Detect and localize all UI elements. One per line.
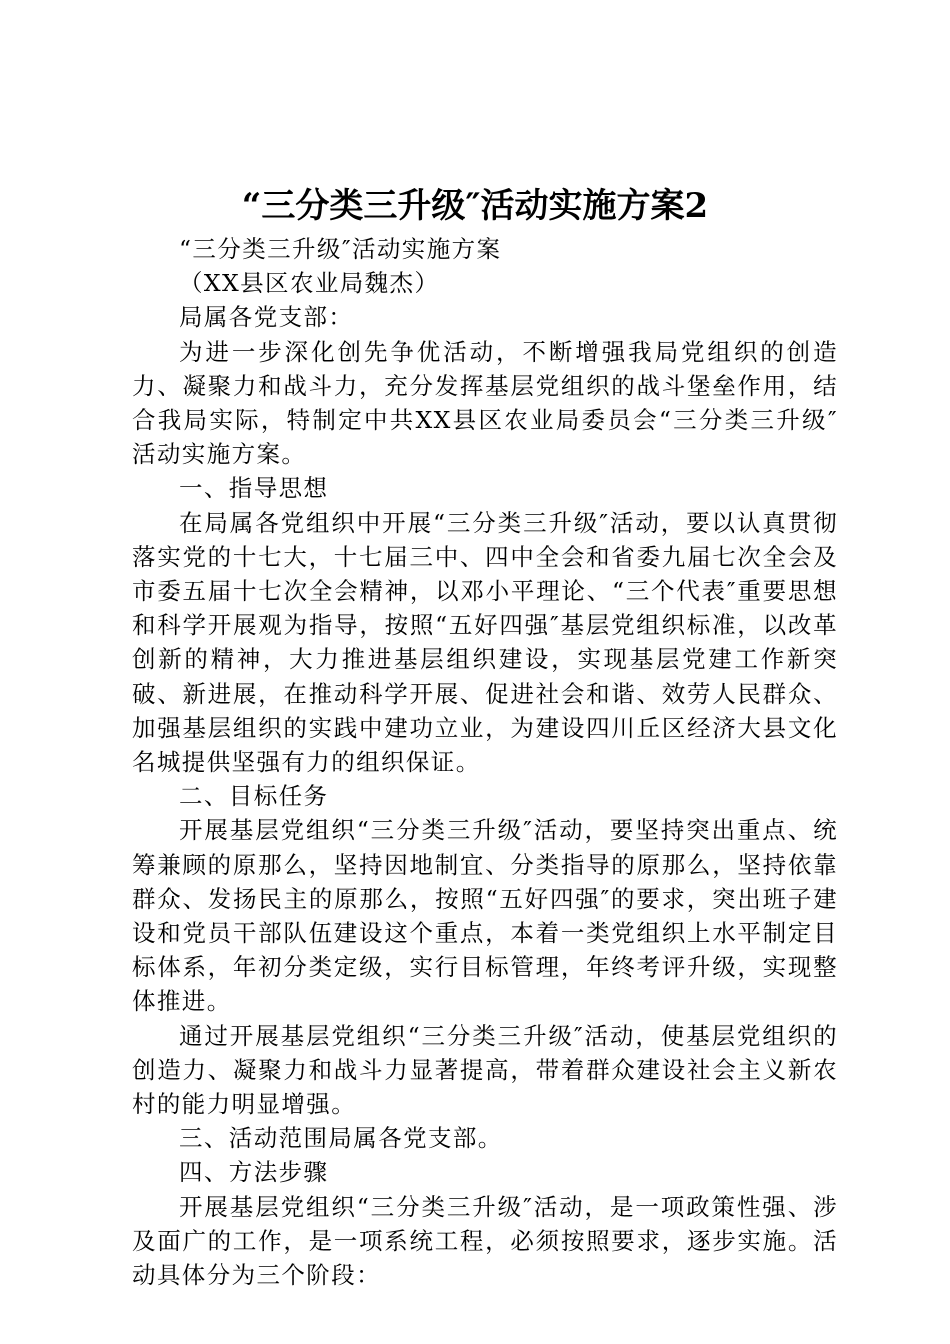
goals-tasks-paragraph: 开展基层党组织“三分类三升级″活动，要坚持突出重点、统筹兼顾的原那么，坚持因地制宜、分类指导的原那么，坚持依靠群众、发扬民主的原那么，按照“五好四强″的要求，突出班子建设和党员干部队伍建设这个重点，本着一类党组织上水平制定目标体系，年初分类定级，实行目标管理，年终考评升级，实现整体推进。 [132,816,838,1016]
section-heading-method-steps: 四、方法步骤 [179,1158,329,1187]
guiding-ideology-paragraph: 在局属各党组织中开展“三分类三升级″活动，要以认真贯彻落实党的十七大，十七届三中、四中全会和省委九届七次全会及市委五届十七次全会精神，以邓小平理论、“三个代表″重要思想和科学开展观为指导，按照“五好四强″基层党组织标准，以改革创新的精神，大力推进基层组织建设，实现基层党建工作新突破、新进展，在推动科学开展、促进社会和谐、效劳人民群众、加强基层组织的实践中建功立业，为建设四川丘区经济大县文化名城提供坚强有力的组织保证。 [132,508,838,777]
intro-paragraph: 为进一步深化创先争优活动，不断增强我局党组织的创造力、凝聚力和战斗力，充分发挥基层党组织的战斗堡垒作用，结合我局实际，特制定中共XX县区农业局委员会“三分类三升级″活动实施方案。 [132,337,838,469]
section-heading-goals-tasks: 二、目标任务 [179,782,329,811]
document-body [132,232,838,1292]
author-paragraph: （XX县区农业局魏杰） [179,269,440,298]
salutation-paragraph: 局属各党支部： [179,303,354,332]
section-heading-guiding-ideology: 一、指导思想 [179,474,329,503]
subtitle-paragraph: “三分类三升级″活动实施方案 [179,235,502,263]
goals-outcome-paragraph: 通过开展基层党组织“三分类三升级″活动，使基层党组织的创造力、凝聚力和战斗力显著提高，带着群众建设社会主义新农村的能力明显增强。 [132,1021,838,1119]
page-title: “三分类三升级″活动实施方案2 [241,186,709,226]
section-heading-scope: 三、活动范围局属各党支部。 [179,1124,503,1153]
method-steps-paragraph: 开展基层党组织“三分类三升级″活动，是一项政策性强、涉及面广的工作，是一项系统工程，必须按照要求，逐步实施。活动具体分为三个阶段： [132,1192,838,1290]
